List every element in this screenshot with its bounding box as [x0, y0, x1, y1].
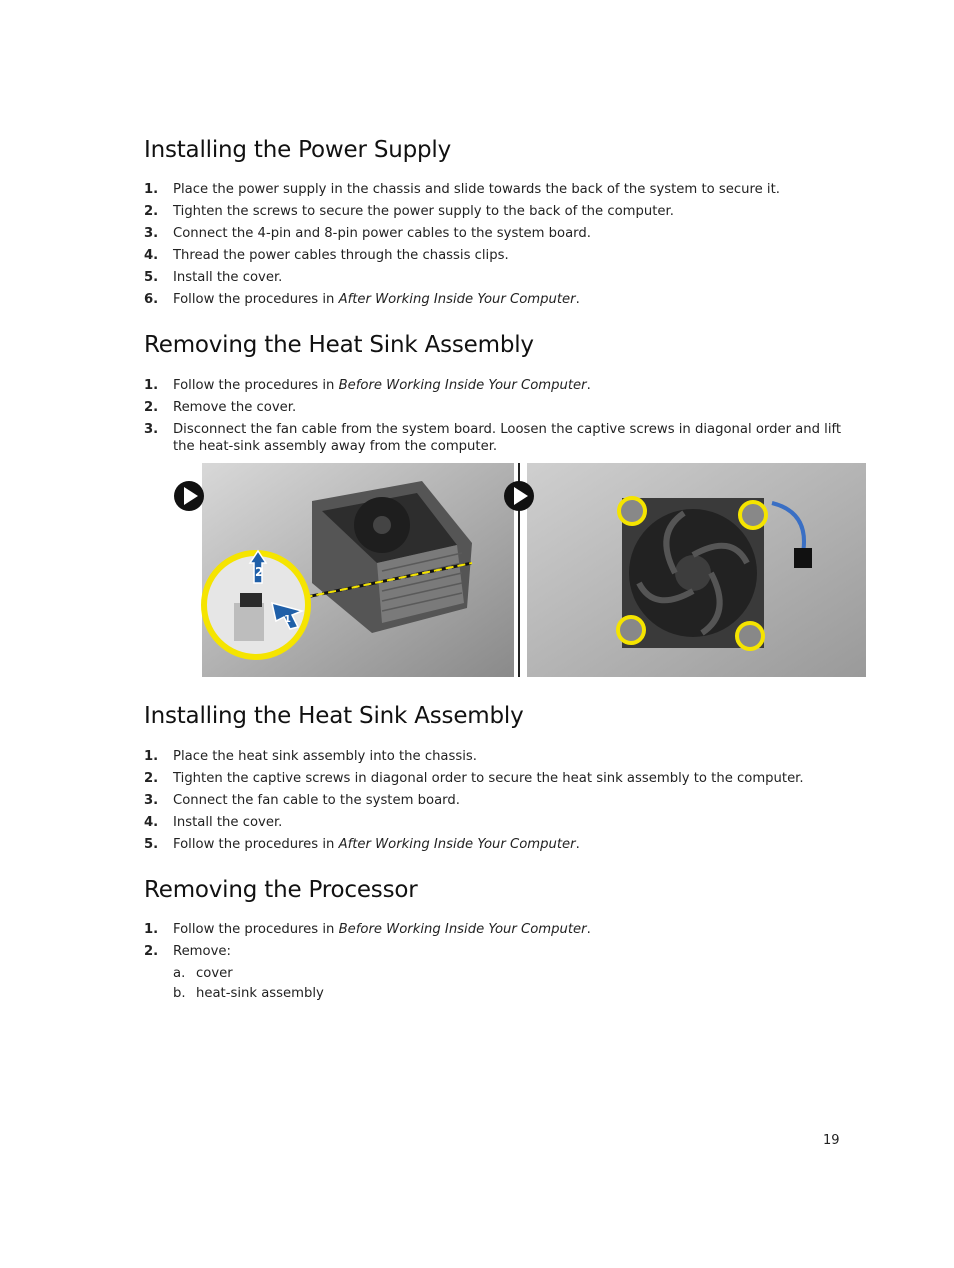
- step-number: 4.: [144, 815, 159, 830]
- cross-reference-link[interactable]: Before Working Inside Your Computer: [338, 922, 587, 937]
- heat-sink-removal-illustration: [172, 463, 866, 677]
- step-text-end: .: [586, 922, 591, 937]
- cross-reference-link[interactable]: After Working Inside Your Computer: [338, 837, 576, 852]
- step-number: 2.: [144, 944, 159, 959]
- step-text-end: .: [575, 292, 580, 307]
- list-item: [144, 965, 844, 982]
- step-number: 2.: [144, 771, 159, 786]
- callout-number: 2: [255, 565, 264, 579]
- list-item: [144, 269, 844, 286]
- step-text: Tighten the captive screws in diagonal order to secure the heat sink assembly to the computer.: [173, 771, 804, 786]
- list-item: [144, 748, 844, 765]
- fan-connector: [794, 548, 812, 568]
- step-number: 1.: [144, 749, 159, 764]
- step-number: 1.: [144, 378, 159, 393]
- step-play-icon: [504, 481, 534, 511]
- step-number: 3.: [144, 793, 159, 808]
- list-item: [144, 399, 844, 416]
- steps-installing-power-supply: [144, 181, 844, 308]
- page-number: 19: [823, 1133, 840, 1148]
- screw-icon: [740, 502, 766, 528]
- step-number: 1.: [144, 182, 159, 197]
- step-number: 1.: [144, 922, 159, 937]
- step-number: 5.: [144, 837, 159, 852]
- list-item: [144, 181, 844, 198]
- step-play-icon: [174, 481, 204, 511]
- step-number: 5.: [144, 270, 159, 285]
- section-title-installing-heat-sink: Installing the Heat Sink Assembly: [144, 703, 524, 729]
- list-item: [144, 943, 844, 960]
- step-number: 2.: [144, 400, 159, 415]
- screw-icon: [618, 617, 644, 643]
- cross-reference-link[interactable]: Before Working Inside Your Computer: [338, 378, 587, 393]
- substep-text: heat-sink assembly: [196, 986, 324, 1001]
- step-text: Thread the power cables through the chassis clips.: [173, 248, 509, 263]
- list-item: [144, 836, 844, 853]
- list-item: [144, 985, 844, 1002]
- step-text-end: .: [586, 378, 591, 393]
- list-item: [144, 921, 844, 938]
- step-text-line: the heat-sink assembly away from the computer.: [173, 439, 498, 454]
- list-item: [144, 203, 844, 220]
- section-title-installing-power-supply: Installing the Power Supply: [144, 137, 451, 163]
- list-item: [144, 291, 844, 308]
- substep-letter: a.: [173, 966, 186, 981]
- step-text: Connect the 4-pin and 8-pin power cables to the system board.: [173, 226, 591, 241]
- step-text: Follow the procedures in: [173, 922, 339, 937]
- step-number: 6.: [144, 292, 159, 307]
- step-text: Connect the fan cable to the system board.: [173, 793, 460, 808]
- screw-icon: [737, 623, 763, 649]
- step-number: 3.: [144, 226, 159, 241]
- step-text: Install the cover.: [173, 815, 283, 830]
- list-item: [144, 814, 844, 831]
- list-item: [144, 247, 844, 264]
- step-text: Place the heat sink assembly into the chassis.: [173, 749, 477, 764]
- step-text-line: Disconnect the fan cable from the system board. Loosen the captive screws in diagonal order and lift: [173, 422, 842, 437]
- step-number: 2.: [144, 204, 159, 219]
- callout-number: 1: [284, 614, 291, 625]
- step-text: Remove the cover.: [173, 400, 297, 415]
- substep-text: cover: [196, 966, 233, 981]
- section-title-removing-heat-sink: Removing the Heat Sink Assembly: [144, 332, 534, 358]
- step-text: Install the cover.: [173, 270, 283, 285]
- step-text: Tighten the screws to secure the power supply to the back of the computer.: [173, 204, 674, 219]
- step-number: 4.: [144, 248, 159, 263]
- list-item: [144, 377, 844, 394]
- steps-removing-processor: [144, 921, 844, 1002]
- step-text: Place the power supply in the chassis and slide towards the back of the system to secure it.: [173, 182, 780, 197]
- step-text: Follow the procedures in: [173, 837, 339, 852]
- list-item: [144, 421, 844, 455]
- list-item: [144, 225, 844, 242]
- list-item: [144, 770, 844, 787]
- steps-installing-heat-sink: [144, 748, 844, 853]
- connector-zoom-callout: [204, 551, 308, 657]
- substep-letter: b.: [173, 986, 186, 1001]
- step-text: Remove:: [173, 944, 231, 959]
- step-text: Follow the procedures in: [173, 378, 339, 393]
- section-title-removing-processor: Removing the Processor: [144, 877, 418, 903]
- steps-removing-heat-sink: [144, 377, 844, 455]
- step-text: Follow the procedures in: [173, 292, 339, 307]
- step-number: 3.: [144, 422, 159, 437]
- list-item: [144, 792, 844, 809]
- screw-icon: [619, 498, 645, 524]
- cross-reference-link[interactable]: After Working Inside Your Computer: [338, 292, 576, 307]
- step-text-end: .: [575, 837, 580, 852]
